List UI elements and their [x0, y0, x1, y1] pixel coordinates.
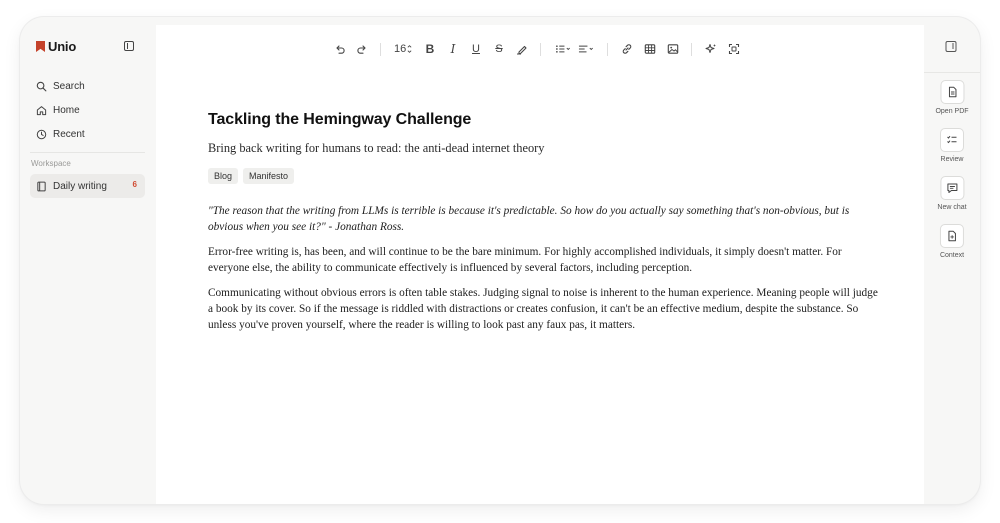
focus-icon [728, 43, 740, 55]
count-badge: 6 [132, 180, 137, 189]
app-name: Unio [48, 39, 77, 54]
undo-icon [334, 43, 346, 55]
divider [540, 43, 541, 56]
table-icon [644, 43, 656, 55]
undo-button[interactable] [333, 42, 347, 56]
open-pdf-button[interactable] [935, 80, 968, 115]
divider [30, 152, 145, 153]
focus-mode-button[interactable] [727, 42, 741, 56]
sidebar [20, 17, 155, 504]
align-dropdown[interactable] [577, 42, 595, 56]
strikethrough-button[interactable] [492, 42, 506, 56]
sidebar-item-home[interactable] [30, 98, 145, 122]
sparkle-icon [705, 43, 717, 55]
document-subtitle[interactable]: Bring back writing for humans to read: the anti-dead internet theory [208, 141, 545, 155]
tag-blog[interactable]: Blog [208, 168, 238, 184]
italic-button[interactable] [446, 42, 460, 56]
redo-button[interactable] [355, 42, 369, 56]
sidebar-item-label: Daily writing [53, 180, 107, 192]
checklist-icon [946, 134, 958, 146]
open-pdf-box[interactable] [940, 80, 964, 104]
sidebar-item-search[interactable] [30, 74, 145, 98]
sidebar-item-daily-writing[interactable] [30, 174, 145, 198]
notebook-icon [36, 181, 47, 192]
divider [607, 43, 608, 56]
sidebar-item-recent[interactable] [30, 122, 145, 146]
divider [380, 43, 381, 56]
ai-assist-button[interactable] [704, 42, 718, 56]
document-quote[interactable]: "The reason that the writing from LLMs is terrible is because it's predictable. So how do you actually say something that's non-obvious, but is obvious when you see it?" - Jonathan Ross. [208, 205, 850, 233]
link-icon [621, 43, 633, 55]
clock-icon [36, 129, 47, 140]
brand[interactable] [36, 39, 76, 54]
app-window [20, 17, 980, 504]
font-size-stepper[interactable] [394, 42, 414, 56]
strikethrough-icon: S [495, 43, 503, 55]
review-box[interactable] [940, 128, 964, 152]
new-chat-button[interactable] [937, 176, 966, 211]
list-dropdown[interactable] [554, 42, 572, 56]
document[interactable] [208, 111, 878, 333]
sidebar-item-label: Home [53, 104, 80, 116]
rail-label: Context [939, 252, 965, 259]
divider [924, 72, 980, 73]
italic-icon: I [450, 42, 456, 56]
paragraph[interactable]: Error-free writing is, has been, and will continue to be the bare minimum. For highly accomplished individuals, it simply doesn't matter. For everyone else, the ability to communicate effectively is influenced by several factors, including perception. [208, 246, 842, 274]
right-rail [924, 17, 980, 504]
editor [156, 25, 924, 504]
sidebar-item-label: Recent [53, 128, 85, 140]
section-label-workspace: Workspace [31, 159, 71, 168]
paragraph[interactable]: Communicating without obvious errors is often table stakes. Judging signal to noise is inherent to the human experience. Meaning people will judge a book by its cover. So if the message is riddled with distractions or creates confusion, it can't be an effective medium, despite the substance. So unless you've proven yourself, where the reader is willing to look past any faux pas, it matters. [208, 287, 878, 331]
collapse-sidebar-icon[interactable] [124, 41, 134, 51]
chat-icon [946, 182, 958, 194]
document-plus-icon [946, 230, 958, 242]
align-left-icon [578, 43, 595, 55]
search-icon [36, 81, 47, 92]
link-button[interactable] [620, 42, 634, 56]
context-box[interactable] [940, 224, 964, 248]
bold-button[interactable] [423, 42, 437, 56]
highlighter-icon [516, 43, 528, 55]
sidebar-item-label: Search [53, 80, 85, 92]
underline-icon: U [472, 43, 480, 55]
highlight-button[interactable] [515, 42, 529, 56]
rail-label: Review [940, 156, 964, 163]
sidebar-nav [30, 74, 145, 198]
review-button[interactable] [940, 128, 964, 163]
font-size-value: 16 [394, 43, 407, 55]
image-icon [667, 43, 679, 55]
rail-label: Open PDF [935, 108, 969, 115]
document-title[interactable]: Tackling the Hemingway Challenge [208, 111, 472, 128]
new-chat-box[interactable] [940, 176, 964, 200]
redo-icon [356, 43, 368, 55]
context-button[interactable] [940, 224, 964, 259]
table-button[interactable] [643, 42, 657, 56]
rail-label: New chat [937, 204, 967, 211]
image-button[interactable] [666, 42, 680, 56]
underline-button[interactable] [469, 42, 483, 56]
file-icon [946, 86, 958, 98]
tag-manifesto[interactable]: Manifesto [243, 168, 294, 184]
chevron-updown-icon [407, 44, 412, 54]
toggle-panel-icon[interactable] [946, 41, 957, 52]
bold-icon: B [425, 42, 435, 56]
list-icon [555, 43, 572, 55]
logo-icon [36, 41, 45, 52]
formatting-toolbar [156, 25, 924, 75]
home-icon [36, 105, 47, 116]
divider [691, 43, 692, 56]
tag-list [208, 168, 878, 184]
